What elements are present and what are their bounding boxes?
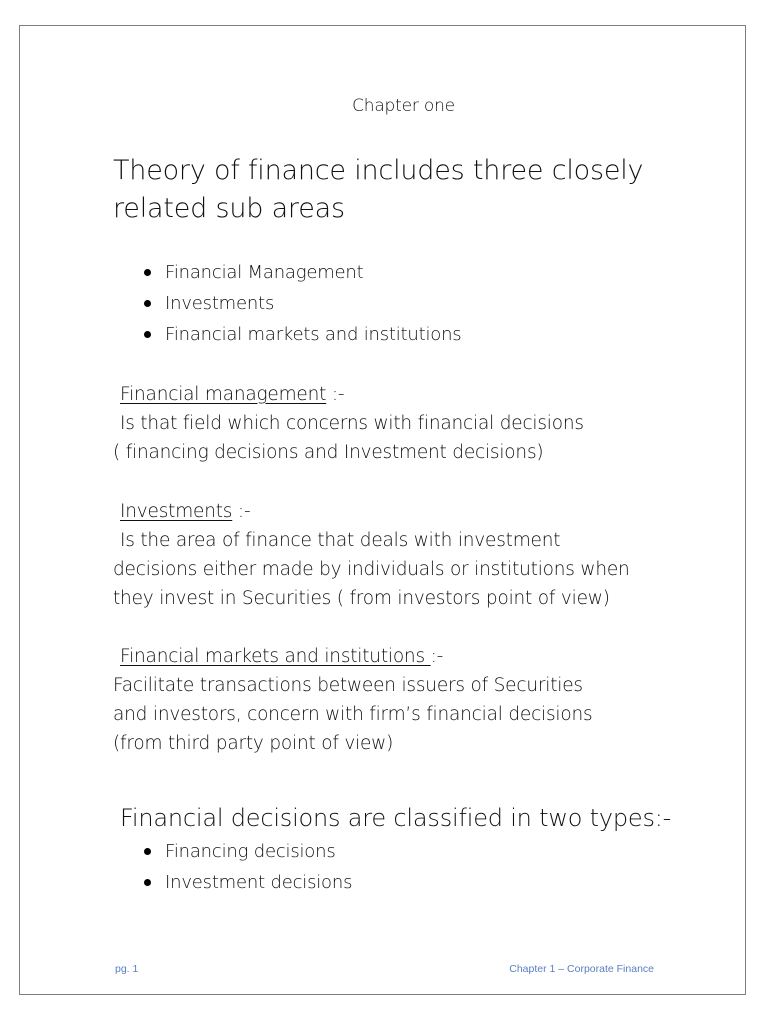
- section-line: ( financing decisions and Investment decisions): [113, 442, 544, 463]
- list-item: [144, 288, 461, 319]
- section-line: they invest in Securities ( from investors point of view): [113, 588, 610, 609]
- decisions-heading: Financial decisions are classified in two types:-: [120, 804, 672, 832]
- bullet-icon: [144, 879, 151, 886]
- section-heading: [113, 642, 673, 671]
- chapter-heading: Chapter one: [352, 96, 455, 116]
- section-term: Financial management: [120, 384, 327, 405]
- document-page: [19, 25, 746, 995]
- financial-management-section: [113, 380, 673, 467]
- section-suffix: :-: [326, 384, 345, 405]
- investments-section: [113, 497, 673, 613]
- section-suffix: :-: [232, 501, 251, 522]
- main-heading: Theory of finance includes three closely related sub areas: [113, 155, 644, 224]
- list-item-label: Financing decisions: [165, 841, 336, 862]
- bullet-icon: [144, 300, 151, 307]
- section-line: Facilitate transactions between issuers of Securities: [113, 675, 583, 696]
- list-item-label: Financial Management: [165, 262, 364, 283]
- sub-areas-list: [144, 257, 461, 350]
- section-heading: [113, 497, 673, 526]
- list-item-label: Financial markets and institutions: [165, 324, 462, 345]
- section-line: decisions either made by individuals or institutions when: [113, 559, 630, 580]
- section-heading: [113, 380, 673, 409]
- bullet-icon: [144, 331, 151, 338]
- section-line: Is the area of finance that deals with investment: [120, 530, 561, 551]
- markets-institutions-section: [113, 642, 673, 758]
- list-item: [144, 319, 461, 350]
- section-line: and investors, concern with firm’s financial decisions: [113, 704, 593, 725]
- section-term: Financial markets and institutions: [120, 646, 431, 667]
- footer-chapter-title: Chapter 1 – Corporate Finance: [509, 963, 654, 975]
- list-item-label: Investments: [165, 293, 275, 314]
- page-number: pg. 1: [115, 963, 139, 975]
- list-item: [144, 836, 352, 867]
- section-suffix: :-: [430, 646, 444, 667]
- decision-types-list: [144, 836, 352, 898]
- bullet-icon: [144, 848, 151, 855]
- section-term: Investments: [120, 501, 233, 522]
- list-item: [144, 867, 352, 898]
- section-line: Is that field which concerns with financial decisions: [120, 413, 584, 434]
- list-item: [144, 257, 461, 288]
- bullet-icon: [144, 269, 151, 276]
- section-line: (from third party point of view): [113, 733, 394, 754]
- list-item-label: Investment decisions: [165, 872, 353, 893]
